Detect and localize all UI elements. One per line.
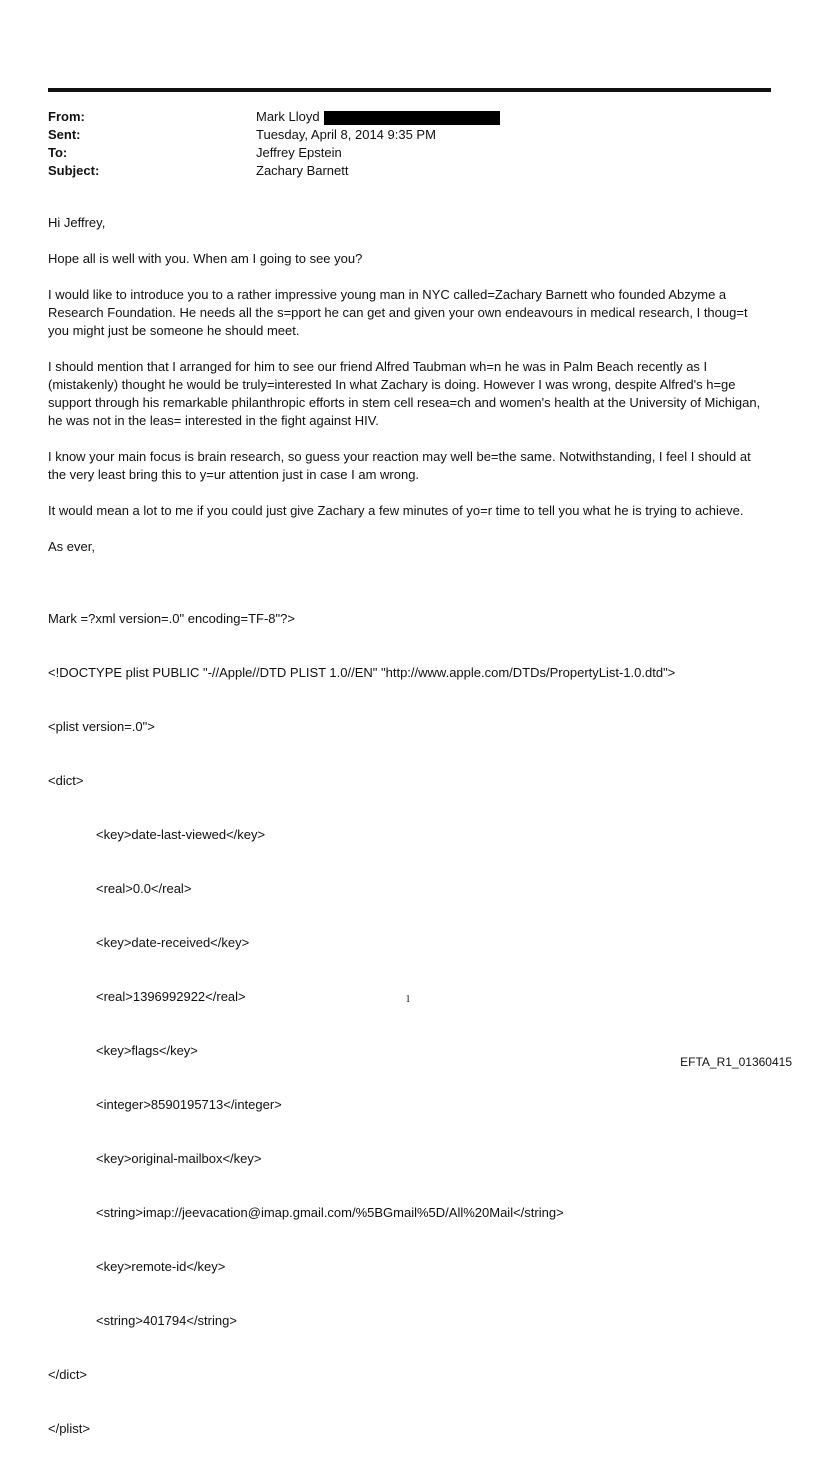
plist-dict-line: <real>0.0</real> bbox=[96, 881, 192, 896]
sent-label: Sent: bbox=[48, 127, 81, 142]
subject-label: Subject: bbox=[48, 163, 100, 178]
plist-dict-line: <integer>8590195713</integer> bbox=[96, 1097, 282, 1112]
document-id: EFTA_R1_01360415 bbox=[680, 1055, 792, 1069]
plist-dict-line: <key>date-last-viewed</key> bbox=[96, 827, 266, 842]
greeting: Hi Jeffrey, bbox=[48, 215, 106, 230]
page-number: 1 bbox=[405, 994, 411, 1005]
plist-line: </plist> bbox=[48, 1421, 90, 1436]
plist-dict-line: <key>original-mailbox</key> bbox=[96, 1151, 262, 1166]
plist-dict-line: <key>date-received</key> bbox=[96, 935, 250, 950]
to-label: To: bbox=[48, 145, 68, 160]
redaction-block bbox=[324, 111, 500, 125]
plist-line: <!DOCTYPE plist PUBLIC "-//Apple//DTD PLIST 1.0//EN" "http://www.apple.com/DTDs/PropertyList-1.0.dtd"> bbox=[48, 665, 676, 680]
plist-line: Mark =?xml version=.0" encoding=TF-8"?> bbox=[48, 611, 295, 626]
from-value bbox=[256, 108, 500, 126]
plist-line: <dict> bbox=[48, 773, 84, 788]
sent-row bbox=[48, 126, 768, 144]
plist-line: </dict> bbox=[48, 1367, 88, 1382]
email-body bbox=[48, 214, 768, 1474]
body-paragraph: I know your main focus is brain research, so guess your reaction may well be=the same. Notwithstanding, I feel I should at the very least bring this to y=ur attention just in case I am wrong. bbox=[48, 449, 751, 482]
from-row bbox=[48, 108, 768, 126]
email-header bbox=[48, 108, 768, 180]
plist-dict-line: <string>401794</string> bbox=[96, 1313, 237, 1328]
body-paragraph: Hope all is well with you. When am I going to see you? bbox=[48, 251, 363, 266]
header-rule bbox=[48, 88, 771, 92]
subject-row bbox=[48, 162, 768, 180]
plist-block bbox=[48, 574, 768, 1474]
subject-value: Zachary Barnett bbox=[256, 163, 349, 178]
plist-dict-line: <key>flags</key> bbox=[96, 1043, 198, 1058]
body-paragraph: I would like to introduce you to a rather impressive young man in NYC called=Zachary Barnett who founded Abzyme a Research Foundation. He needs all the s=pport he can get and given your own endeavours in medical research, I thoug=t you might just be someone he should meet. bbox=[48, 287, 748, 338]
plist-line: <plist version=.0"> bbox=[48, 719, 155, 734]
plist-dict-line: <key>remote-id</key> bbox=[96, 1259, 226, 1274]
plist-dict-line: <string>imap://jeevacation@imap.gmail.com/%5BGmail%5D/All%20Mail</string> bbox=[96, 1205, 564, 1220]
sent-value: Tuesday, April 8, 2014 9:35 PM bbox=[256, 127, 436, 142]
plist-dict-line: <real>1396992922</real> bbox=[96, 989, 246, 1004]
body-paragraph: I should mention that I arranged for him to see our friend Alfred Taubman wh=n he was in Palm Beach recently as I (mistakenly) thought he would be truly=interested In what Zachary is doing. However I was wrong, despite Alfred's h=ge support through his remarkable philanthropic efforts in stem cell resea=ch and women's health at the University of Michigan, he was not in the leas= interested in the fight against HIV. bbox=[48, 359, 761, 428]
from-name: Mark Lloyd bbox=[256, 109, 320, 124]
to-value: Jeffrey Epstein bbox=[256, 145, 342, 160]
body-paragraph: It would mean a lot to me if you could just give Zachary a few minutes of yo=r time to tell you what he is trying to achieve. bbox=[48, 503, 744, 518]
from-label: From: bbox=[48, 109, 85, 124]
sign-off: As ever, bbox=[48, 539, 95, 554]
to-row bbox=[48, 144, 768, 162]
